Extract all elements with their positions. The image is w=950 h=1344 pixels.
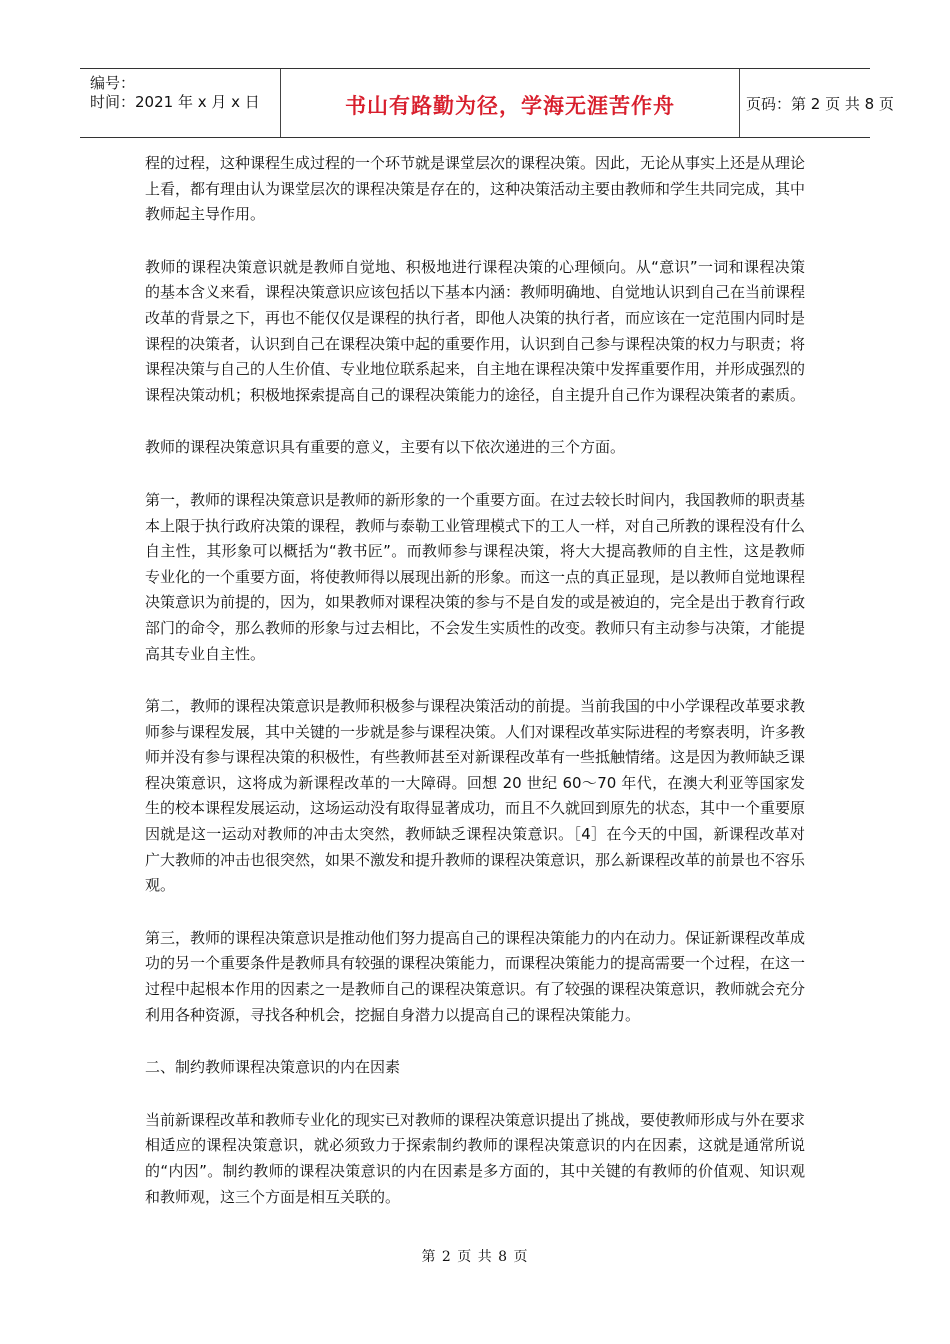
body-paragraph: 第二，教师的课程决策意识是教师积极参与课程决策活动的前提。当前我国的中小学课程改革要求教师参与课程发展，其中关键的一步就是参与课程决策。人们对课程改革实际进程的考察表明，许多教师并没有参与课程决策的积极性，有些教师甚至对新课程改革有一些抵触情绪。这是因为教师缺乏课程决策意识，这将成为新课程改革的一大障碍。回想 20 世纪 60～70 年代，在澳大利亚等国家发生的校本课程发展运动，这场运动没有取得显著成功，而且不久就回到原先的状态，其中一个重要原因就是这一运动对教师的冲击太突然，教师缺乏课程决策意识。［4］在今天的中国，新课程改革对广大教师的冲击也很突然，如果不激发和提升教师的课程决策意识，那么新课程改革的前景也不容乐观。 <box>145 697 806 895</box>
section-heading: 二、制约教师课程决策意识的内在因素 <box>145 1058 401 1077</box>
body-paragraph: 当前新课程改革和教师专业化的现实已对教师的课程决策意识提出了挑战，要使教师形成与外在要求相适应的课程决策意识，就必须致力于探索制约教师的课程决策意识的内在因素，这就是通常所说的“内因”。制约教师的课程决策意识的内在因素是多方面的，其中关键的有教师的价值观、知识观和教师观，这三个方面是相互关联的。 <box>145 1110 806 1206</box>
header-meta <box>80 69 280 137</box>
body-paragraph: 程的过程，这种课程生成过程的一个环节就是课堂层次的课程决策。因此，无论从事实上还是从理论上看，都有理由认为课堂层次的课程决策是存在的，这种决策活动主要由教师和学生共同完成，其中教师起主导作用。 <box>145 154 806 224</box>
document-number-label: 编号： <box>90 74 136 92</box>
header-motto: 书山有路勤为径，学海无涯苦作舟 <box>345 94 675 118</box>
header-page-cell <box>738 69 894 137</box>
page-footer: 第 2 页 共 8 页 <box>421 1249 529 1265</box>
document-body <box>145 151 805 1237</box>
body-paragraph: 第三，教师的课程决策意识是推动他们努力提高自己的课程决策能力的内在动力。保证新课程改革成功的另一个重要条件是教师具有较强的课程决策能力，而课程决策能力的提高需要一个过程，在这一过程中起根本作用的因素之一是教师自己的课程决策意识。有了较强的课程决策意识，教师就会充分利用各种资源，寻找各种机会，挖掘自身潜力以提高自己的课程决策能力。 <box>145 928 806 1024</box>
document-date: 时间：2021 年 x 月 x 日 <box>90 93 260 111</box>
body-paragraph: 第一，教师的课程决策意识是教师的新形象的一个重要方面。在过去较长时间内，我国教师的职责基本上限于执行政府决策的课程，教师与泰勒工业管理模式下的工人一样，对自己所教的课程没有什么自主性，其形象可以概括为“教书匠”。而教师参与课程决策，将大大提高教师的自主性，这是教师专业化的一个重要方面，将使教师得以展现出新的形象。而这一点的真正显现，是以教师自觉地课程决策意识为前提的，因为，如果教师对课程决策的参与不是自发的或是被迫的，完全是出于教育行政部门的命令，那么教师的形象与过去相比，不会发生实质性的改变。教师只有主动参与决策，才能提高其专业自主性。 <box>145 490 806 663</box>
body-paragraph: 教师的课程决策意识就是教师自觉地、积极地进行课程决策的心理倾向。从“意识”一词和课程决策的基本含义来看，课程决策意识应该包括以下基本内涵：教师明确地、自觉地认识到自己在当前课程改革的背景之下，再也不能仅仅是课程的执行者，即他人决策的执行者，而应该在一定范围内同时是课程的决策者，认识到自己在课程决策中起的重要作用，认识到自己参与课程决策的权力与职责；将课程决策与自己的人生价值、专业地位联系起来，自主地在课程决策中发挥重要作用，并形成强烈的课程决策动机；积极地探索提高自己的课程决策能力的途径，自主提升自己作为课程决策者的素质。 <box>145 257 806 404</box>
header-motto-cell <box>280 69 740 137</box>
body-paragraph: 教师的课程决策意识具有重要的意义，主要有以下依次递进的三个方面。 <box>145 438 626 457</box>
page-header <box>80 68 894 138</box>
header-page-info: 页码：第 2 页 共 8 页 <box>746 95 894 113</box>
